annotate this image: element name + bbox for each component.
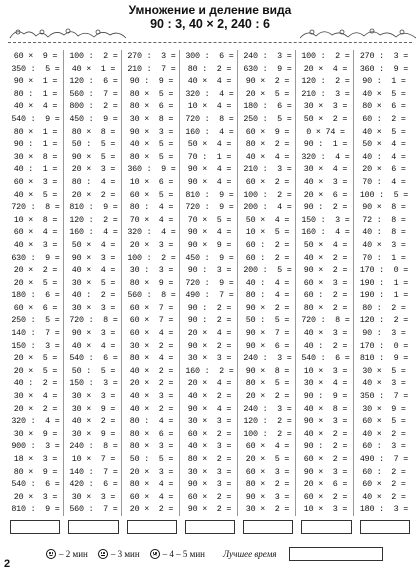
exercise-item: 450 : 9 = xyxy=(69,113,118,124)
exercise-item: 630 : 9 = xyxy=(243,63,292,74)
exercise-item: 810 : 9 = xyxy=(359,353,409,364)
exercise-item: 60 : 2 = xyxy=(303,290,348,301)
exercise-item: 160 : 4 = xyxy=(185,126,234,137)
exercise-item: 60 × 5 = xyxy=(129,189,174,200)
exercise-item: 120 : 2 = xyxy=(243,416,292,427)
exercise-item: 30 × 3 = xyxy=(71,302,116,313)
exercise-item: 90 × 4 = xyxy=(187,164,232,175)
legend-label: – 3 мин xyxy=(110,549,140,559)
exercise-item: 320 : 4 = xyxy=(127,227,176,238)
exercise-item: 90 × 4 = xyxy=(187,227,232,238)
exercise-item: 90 × 2 = xyxy=(245,302,290,313)
exercise-item: 240 : 8 = xyxy=(69,441,118,452)
exercise-item: 150 : 3 = xyxy=(69,378,118,389)
exercise-item: 160 : 2 = xyxy=(185,365,234,376)
exercise-item: 40 × 3 = xyxy=(303,176,348,187)
exercise-item: 40 × 5 = xyxy=(362,126,406,137)
exercise-item: 90 × 1 = xyxy=(13,76,58,87)
exercise-item: 30 × 2 = xyxy=(245,504,290,515)
exercise-item: 10 × 6 = xyxy=(129,176,174,187)
exercise-column-2 xyxy=(66,50,122,516)
exercise-item: 720 : 8 = xyxy=(11,202,60,213)
exercise-item: 180 : 3 = xyxy=(359,504,409,515)
answer-box-1[interactable] xyxy=(10,520,60,534)
exercise-item: 160 : 4 = xyxy=(301,227,350,238)
exercise-item: 240 : 3 = xyxy=(243,51,292,61)
exercise-item: 60 × 4 = xyxy=(13,227,58,238)
exercise-item: 20 × 2 = xyxy=(71,189,116,200)
exercise-item: 250 : 5 = xyxy=(11,315,60,326)
exercise-column-4 xyxy=(182,50,238,516)
exercise-item: 40 : 4 = xyxy=(362,151,406,162)
exercise-item: 490 : 7 = xyxy=(185,290,234,301)
exercise-item: 540 : 6 = xyxy=(69,353,118,364)
exercise-item: 60 × 2 = xyxy=(303,491,348,502)
exercise-item: 60 × 2 = xyxy=(303,454,348,465)
exercise-item: 800 : 2 = xyxy=(69,101,118,112)
exercise-item: 50 × 4 = xyxy=(245,214,290,225)
exercise-item: 40 × 4 = xyxy=(13,101,58,112)
legend-sad xyxy=(150,549,205,559)
exercise-item: 18 × 3 = xyxy=(13,454,58,465)
exercise-item: 10 × 4 = xyxy=(187,101,232,112)
exercise-item: 40 : 1 = xyxy=(13,164,58,175)
exercise-item: 60 × 9 = xyxy=(13,51,58,61)
exercise-item: 80 : 4 = xyxy=(129,202,174,213)
exercise-item: 80 × 2 = xyxy=(303,302,348,313)
exercise-item: 90 × 4 = xyxy=(187,176,232,187)
exercise-item: 20 × 5 = xyxy=(13,353,58,364)
exercise-item: 40 × 5 = xyxy=(362,88,406,99)
exercise-item: 30 × 4 = xyxy=(303,164,348,175)
exercise-item: 100 : 2 = xyxy=(69,51,118,61)
exercise-item: 270 : 3 = xyxy=(359,51,409,61)
exercise-item: 810 : 9 = xyxy=(69,202,118,213)
exercise-item: 20 × 4 = xyxy=(187,378,232,389)
exercise-item: 20 × 3 = xyxy=(13,491,58,502)
exercise-item: 60 × 3 = xyxy=(303,277,348,288)
exercise-item: 120 : 2 = xyxy=(359,315,409,326)
exercise-item: 20 × 6 = xyxy=(303,479,348,490)
exercise-item: 80 × 9 = xyxy=(129,277,174,288)
exercise-item: 80 × 9 = xyxy=(13,466,58,477)
timing-legend xyxy=(46,544,416,564)
answer-row xyxy=(10,520,410,534)
exercise-item: 60 × 7 = xyxy=(129,315,174,326)
exercise-item: 90 × 3 = xyxy=(71,252,116,263)
exercise-item: 90 × 3 = xyxy=(129,126,174,137)
exercise-item: 60 × 3 = xyxy=(13,176,58,187)
exercise-item: 80 × 2 = xyxy=(187,454,232,465)
exercise-item: 40 × 3 = xyxy=(13,239,58,250)
exercise-item: 50 × 4 = xyxy=(71,239,116,250)
exercise-item: 120 : 2 = xyxy=(69,214,118,225)
exercise-item: 80 × 5 = xyxy=(245,378,290,389)
exercise-item: 150 : 3 = xyxy=(301,214,350,225)
exercise-item: 40 × 3 = xyxy=(362,239,406,250)
exercise-item: 60 : 2 = xyxy=(362,113,406,124)
exercise-item: 10 × 3 = xyxy=(303,504,348,515)
exercise-item: 160 : 4 = xyxy=(69,227,118,238)
exercise-item: 70 : 1 = xyxy=(362,252,406,263)
exercise-item: 100 : 5 = xyxy=(359,189,409,200)
exercise-item: 90 : 2 = xyxy=(303,202,348,213)
exercise-item: 90 : 2 = xyxy=(303,441,348,452)
exercise-item: 20 × 5 = xyxy=(245,88,290,99)
exercise-item: 40 : 4 = xyxy=(245,277,290,288)
legend-neutral xyxy=(98,549,140,559)
exercise-item: 60 × 4 = xyxy=(129,491,174,502)
best-time-label: Лучшее время xyxy=(222,549,277,559)
exercise-item: 80 × 1 = xyxy=(13,126,58,137)
exercise-item: 30 × 3 = xyxy=(187,416,232,427)
exercise-item: 90 : 1 = xyxy=(13,139,58,150)
exercise-item: 40 × 2 = xyxy=(129,403,174,414)
exercise-item: 80 × 5 = xyxy=(129,151,174,162)
exercise-item: 20 × 4 = xyxy=(303,63,348,74)
exercise-item: 60 × 4 = xyxy=(129,328,174,339)
exercise-item: 90 × 2 = xyxy=(187,504,232,515)
exercise-item: 190 : 1 = xyxy=(359,290,409,301)
exercise-item: 350 : 7 = xyxy=(359,391,409,402)
exercise-item: 80 : 1 = xyxy=(13,88,58,99)
sad-face-icon xyxy=(150,549,160,559)
title-divider xyxy=(8,42,412,43)
exercise-item: 140 : 7 = xyxy=(69,466,118,477)
exercise-item: 90 × 4 = xyxy=(187,403,232,414)
exercise-item: 90 × 3 = xyxy=(303,466,348,477)
exercise-item: 60 × 2 = xyxy=(362,479,406,490)
exercise-item: 90 : 2 = xyxy=(187,302,232,313)
exercise-item: 50 × 4 = xyxy=(303,239,348,250)
exercise-item: 90 × 6 = xyxy=(245,340,290,351)
exercise-item: 80 : 4 = xyxy=(129,416,174,427)
exercise-item: 120 : 2 = xyxy=(301,76,350,87)
exercise-item: 170 : 0 = xyxy=(359,265,409,276)
exercise-item: 30 × 3 = xyxy=(71,391,116,402)
exercise-column-1 xyxy=(8,50,64,516)
exercise-item: 40 × 3 = xyxy=(129,391,174,402)
exercise-item: 60 × 6 = xyxy=(13,302,58,313)
exercise-item: 40 : 8 = xyxy=(362,227,406,238)
exercise-item: 50 × 4 = xyxy=(362,139,406,150)
exercise-item: 20 × 3 = xyxy=(129,239,174,250)
exercise-item: 40 × 8 = xyxy=(303,403,348,414)
answer-box-4[interactable] xyxy=(185,520,235,534)
best-time-box[interactable] xyxy=(289,547,383,561)
smile-face-icon xyxy=(46,549,56,559)
exercise-column-6 xyxy=(298,50,354,516)
exercise-item: 40 × 4 = xyxy=(187,76,232,87)
exercise-item: 60 × 9 = xyxy=(245,126,290,137)
exercise-item: 40 × 2 = xyxy=(129,365,174,376)
answer-box-6[interactable] xyxy=(301,520,351,534)
exercise-item: 560 : 8 = xyxy=(127,290,176,301)
exercise-item: 30 × 9 = xyxy=(13,428,58,439)
exercise-item: 40 × 2 = xyxy=(362,491,406,502)
exercise-item: 10 × 8 = xyxy=(13,214,58,225)
exercise-item: 70 : 1 = xyxy=(187,151,232,162)
exercise-column-3 xyxy=(124,50,180,516)
exercise-item: 810 : 9 = xyxy=(185,189,234,200)
exercise-item: 210 : 3 = xyxy=(301,88,350,99)
exercise-item: 150 : 3 = xyxy=(11,340,60,351)
exercise-item: 720 : 8 = xyxy=(301,315,350,326)
exercise-item: 20 × 5 = xyxy=(13,277,58,288)
exercise-item: 360 : 9 = xyxy=(359,63,409,74)
legend-label: – 2 мин xyxy=(59,549,88,559)
exercise-item: 20 × 2 = xyxy=(129,504,174,515)
exercise-item: 20 × 5 = xyxy=(13,365,58,376)
exercise-item: 210 : 3 = xyxy=(243,164,292,175)
exercise-item: 320 : 4 = xyxy=(301,151,350,162)
exercise-item: 100 : 2 = xyxy=(301,51,350,61)
title-line-1: Умножение и деление вида xyxy=(128,3,292,17)
exercise-item: 60 × 2 = xyxy=(245,176,290,187)
answer-box-7[interactable] xyxy=(360,520,410,534)
exercise-item: 720 : 9 = xyxy=(185,277,234,288)
exercise-item: 60 : 2 = xyxy=(362,466,406,477)
exercise-column-5 xyxy=(240,50,296,516)
exercise-item: 30 × 2 = xyxy=(129,340,174,351)
exercise-item: 20 × 3 = xyxy=(129,466,174,477)
exercise-item: 540 : 9 = xyxy=(11,113,60,124)
exercise-item: 90 : 1 = xyxy=(362,76,406,87)
answer-box-3[interactable] xyxy=(127,520,177,534)
exercise-item: 20 × 2 = xyxy=(245,391,290,402)
exercise-item: 20 × 6 = xyxy=(362,164,406,175)
exercise-item: 320 : 4 = xyxy=(185,88,234,99)
exercise-item: 30 : 3 = xyxy=(129,265,174,276)
exercise-item: 20 × 5 = xyxy=(245,454,290,465)
exercise-grid xyxy=(8,50,412,516)
exercise-item: 140 : 7 = xyxy=(11,328,60,339)
legend-label: – 4 – 5 мин xyxy=(162,549,205,559)
exercise-item: 420 : 6 = xyxy=(69,479,118,490)
exercise-item: 80 × 3 = xyxy=(129,441,174,452)
exercise-item: 90 × 3 = xyxy=(71,328,116,339)
exercise-item: 180 : 6 = xyxy=(243,101,292,112)
exercise-item: 90 : 2 = xyxy=(187,315,232,326)
page-number: 2 xyxy=(4,558,11,570)
exercise-item: 60 : 2 = xyxy=(245,239,290,250)
exercise-item: 90 : 1 = xyxy=(303,139,348,150)
exercise-item: 40 × 5 = xyxy=(129,139,174,150)
exercise-item: 100 : 2 = xyxy=(127,252,176,263)
exercise-item: 80 : 2 = xyxy=(187,63,232,74)
exercise-item: 30 × 3 = xyxy=(71,491,116,502)
exercise-item: 250 : 5 = xyxy=(243,113,292,124)
exercise-item: 320 : 4 = xyxy=(11,416,60,427)
exercise-item: 90 × 2 = xyxy=(187,340,232,351)
exercise-item: 80 : 2 = xyxy=(362,302,406,313)
exercise-item: 30 × 8 = xyxy=(129,113,174,124)
exercise-item: 30 × 5 = xyxy=(71,277,116,288)
exercise-item: 30 × 9 = xyxy=(362,403,406,414)
exercise-item: 70 : 4 = xyxy=(362,176,406,187)
exercise-item: 240 : 3 = xyxy=(243,403,292,414)
exercise-item: 10 × 3 = xyxy=(303,365,348,376)
exercise-item: 20 × 6 = xyxy=(303,189,348,200)
exercise-item: 80 × 4 = xyxy=(129,479,174,490)
exercise-item: 80 : 4 = xyxy=(245,290,290,301)
exercise-item: 60 × 5 = xyxy=(362,416,406,427)
neutral-face-icon xyxy=(98,549,108,559)
exercise-item: 80 × 5 = xyxy=(129,88,174,99)
exercise-item: 60 : 2 = xyxy=(245,252,290,263)
exercise-item: 540 : 6 = xyxy=(301,353,350,364)
exercise-item: 80 × 8 = xyxy=(71,126,116,137)
exercise-item: 70 × 4 = xyxy=(129,214,174,225)
exercise-item: 80 × 6 = xyxy=(129,101,174,112)
legend-smile xyxy=(46,549,88,559)
exercise-item: 90 : 9 = xyxy=(303,391,348,402)
exercise-item: 80 × 2 = xyxy=(245,139,290,150)
exercise-item: 90 × 3 = xyxy=(303,416,348,427)
answer-box-2[interactable] xyxy=(68,520,118,534)
exercise-item: 40 × 1 = xyxy=(71,63,116,74)
exercise-item: 90 × 2 = xyxy=(245,76,290,87)
exercise-item: 90 × 8 = xyxy=(245,365,290,376)
exercise-item: 490 : 7 = xyxy=(359,454,409,465)
exercise-item: 40 × 2 = xyxy=(71,416,116,427)
exercise-item: 60 × 7 = xyxy=(129,302,174,313)
exercise-item: 80 × 4 = xyxy=(129,353,174,364)
exercise-item: 560 : 7 = xyxy=(69,504,118,515)
exercise-item: 630 : 9 = xyxy=(11,252,60,263)
exercise-item: 900 : 3 = xyxy=(11,441,60,452)
exercise-item: 50 : 5 = xyxy=(245,315,290,326)
exercise-item: 40 × 3 = xyxy=(187,441,232,452)
exercise-item: 50 : 5 = xyxy=(71,139,116,150)
answer-box-5[interactable] xyxy=(243,520,293,534)
exercise-item: 40 : 2 = xyxy=(13,378,58,389)
exercise-item: 100 : 2 = xyxy=(243,189,292,200)
exercise-item: 10 × 5 = xyxy=(245,227,290,238)
exercise-item: 90 × 9 = xyxy=(187,239,232,250)
exercise-item: 40 × 2 = xyxy=(303,252,348,263)
exercise-item: 560 : 7 = xyxy=(69,88,118,99)
exercise-item: 720 : 8 = xyxy=(185,113,234,124)
exercise-item: 50 : 5 = xyxy=(71,365,116,376)
exercise-item: 300 : 6 = xyxy=(185,51,234,61)
exercise-item: 40 × 4 = xyxy=(71,265,116,276)
exercise-item: 60 : 3 = xyxy=(362,441,406,452)
exercise-item: 240 : 3 = xyxy=(243,353,292,364)
exercise-item: 60 × 4 = xyxy=(245,441,290,452)
exercise-item: 90 × 2 = xyxy=(303,265,348,276)
exercise-item: 90 : 3 = xyxy=(362,328,406,339)
exercise-item: 200 : 4 = xyxy=(243,202,292,213)
exercise-item: 720 : 8 = xyxy=(69,315,118,326)
exercise-item: 60 × 2 = xyxy=(187,491,232,502)
exercise-item: 50 × 4 = xyxy=(187,139,232,150)
exercise-item: 80 × 6 = xyxy=(362,101,406,112)
exercise-item: 40 × 3 = xyxy=(362,378,406,389)
exercise-item: 30 × 5 = xyxy=(362,365,406,376)
exercise-item: 720 : 9 = xyxy=(185,202,234,213)
exercise-item: 90 × 3 = xyxy=(245,491,290,502)
decorative-cats-right xyxy=(298,26,418,40)
exercise-item: 60 × 3 = xyxy=(245,466,290,477)
exercise-item: 210 : 7 = xyxy=(127,63,176,74)
exercise-item: 80 × 6 = xyxy=(129,428,174,439)
exercise-item: 270 : 3 = xyxy=(127,51,176,61)
exercise-item: 30 × 9 = xyxy=(71,428,116,439)
exercise-item: 190 : 1 = xyxy=(359,277,409,288)
exercise-item: 450 : 9 = xyxy=(185,252,234,263)
exercise-item: 72 : 8 = xyxy=(362,214,406,225)
exercise-item: 540 : 6 = xyxy=(11,479,60,490)
exercise-item: 90 × 8 = xyxy=(362,202,406,213)
exercise-item: 20 × 3 = xyxy=(71,164,116,175)
exercise-item: 40 × 4 = xyxy=(245,151,290,162)
exercise-item: 360 : 9 = xyxy=(127,164,176,175)
exercise-item: 100 : 2 = xyxy=(243,428,292,439)
title-line-2: 90 : 3, 40 × 2, 240 : 6 xyxy=(150,17,270,32)
exercise-item: 20 × 2 = xyxy=(129,378,174,389)
exercise-item: 90 × 5 = xyxy=(71,151,116,162)
exercise-item: 40 × 3 = xyxy=(303,328,348,339)
exercise-item: 40 × 2 = xyxy=(303,428,348,439)
exercise-item: 20 × 2 = xyxy=(13,403,58,414)
exercise-item: 200 : 5 = xyxy=(243,265,292,276)
exercise-item: 30 × 8 = xyxy=(13,151,58,162)
exercise-item: 120 : 6 = xyxy=(69,76,118,87)
exercise-item: 0 × 74 = xyxy=(306,126,345,137)
exercise-item: 60 × 2 = xyxy=(187,428,232,439)
exercise-item: 40 × 4 = xyxy=(71,340,116,351)
exercise-item: 90 × 7 = xyxy=(245,328,290,339)
exercise-item: 30 × 3 = xyxy=(187,353,232,364)
exercise-item: 20 × 4 = xyxy=(187,328,232,339)
exercise-item: 40 : 2 = xyxy=(71,290,116,301)
exercise-item: 350 : 5 = xyxy=(11,63,60,74)
exercise-item: 30 × 3 = xyxy=(303,101,348,112)
exercise-item: 50 × 2 = xyxy=(303,113,348,124)
exercise-item: 10 × 7 = xyxy=(71,454,116,465)
exercise-column-7 xyxy=(356,50,412,516)
exercise-item: 40 : 2 = xyxy=(303,340,348,351)
exercise-item: 80 : 4 = xyxy=(71,176,116,187)
exercise-item: 90 × 3 = xyxy=(187,479,232,490)
exercise-item: 50 : 5 = xyxy=(129,454,174,465)
exercise-item: 40 × 5 = xyxy=(13,189,58,200)
exercise-item: 80 × 2 = xyxy=(245,479,290,490)
exercise-item: 20 × 2 = xyxy=(13,265,58,276)
decorative-cats-left xyxy=(8,26,128,40)
exercise-item: 810 : 9 = xyxy=(11,504,60,515)
exercise-item: 40 × 2 = xyxy=(187,391,232,402)
exercise-item: 30 × 3 = xyxy=(187,466,232,477)
exercise-item: 30 × 4 = xyxy=(303,378,348,389)
exercise-item: 70 × 5 = xyxy=(187,214,232,225)
exercise-item: 90 : 9 = xyxy=(129,76,174,87)
exercise-item: 30 × 9 = xyxy=(71,403,116,414)
exercise-item: 180 : 6 = xyxy=(11,290,60,301)
exercise-item: 170 : 0 = xyxy=(359,340,409,351)
exercise-item: 40 × 2 = xyxy=(362,428,406,439)
exercise-item: 90 : 3 = xyxy=(187,265,232,276)
exercise-item: 30 × 4 = xyxy=(13,391,58,402)
